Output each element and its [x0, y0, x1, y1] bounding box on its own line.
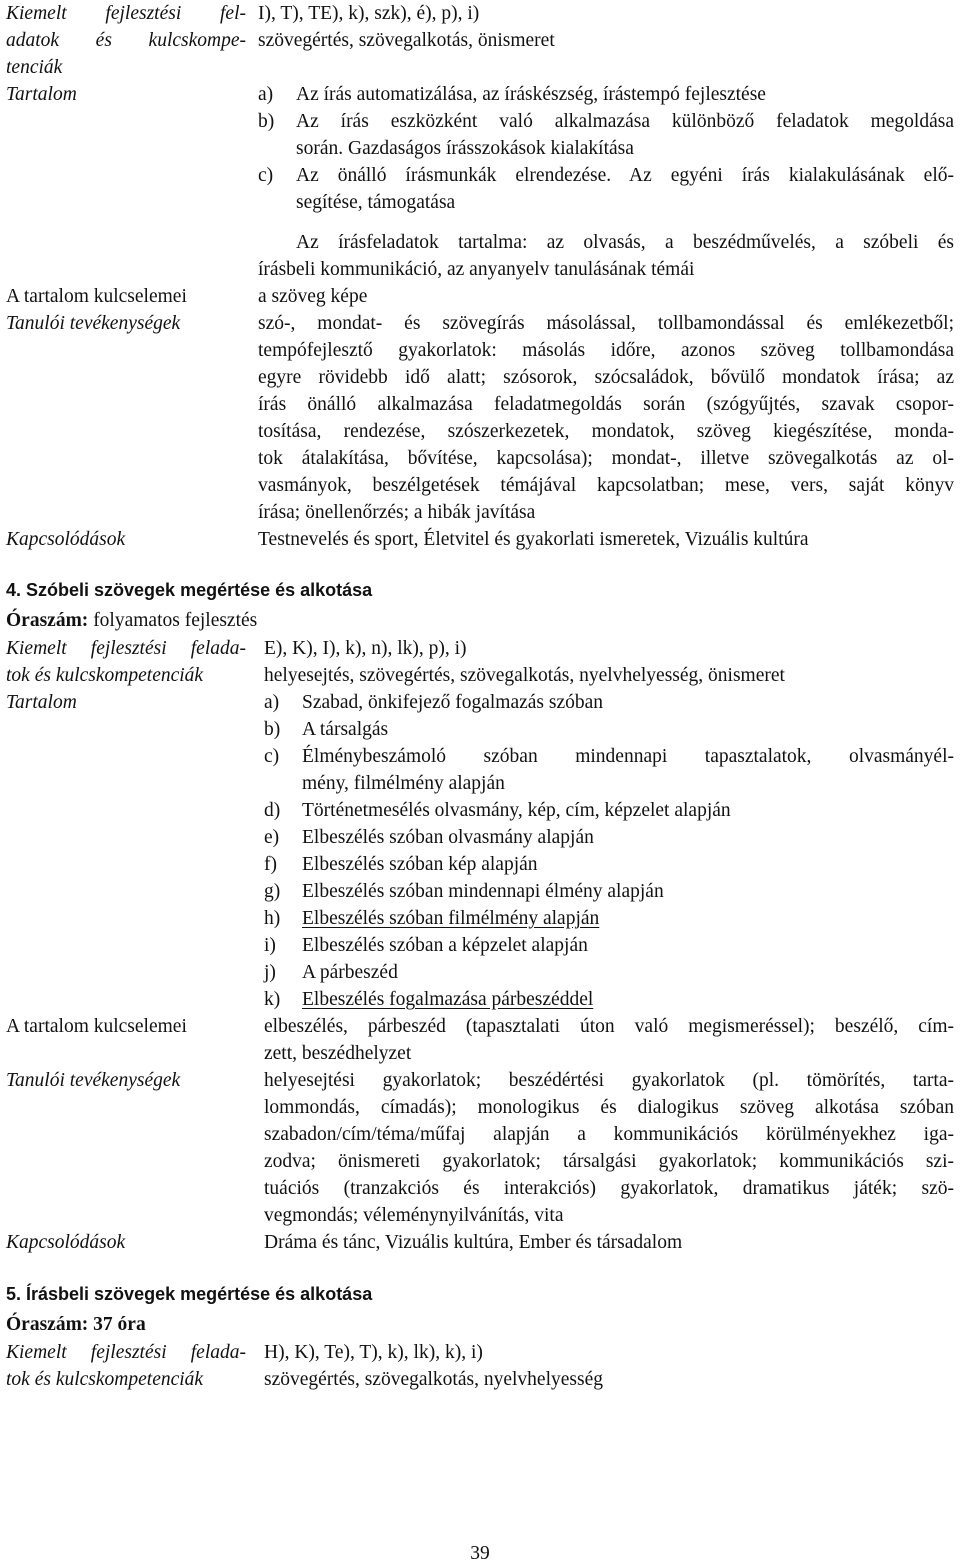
- list-text: Az írás eszközként való alkalmazása különböző feladatok megoldása: [296, 111, 954, 132]
- list-text: Történetmesélés olvasmány, kép, cím, képzelet alapján: [302, 800, 731, 821]
- label-line: Kiemelt fejlesztési felada-: [6, 1342, 246, 1363]
- kiemelt-content: [264, 1339, 954, 1393]
- kapcsolodasok-label: Kapcsolódások: [6, 1232, 126, 1253]
- list-letter: d): [264, 800, 281, 821]
- text-line: tempófejlesztő gyakorlatok: másolás időre, azonos szöveg tollbamondása: [258, 340, 954, 361]
- list-letter: e): [264, 827, 280, 848]
- list-letter: j): [264, 962, 276, 983]
- tartalom-content: [258, 81, 954, 216]
- competency-list: szövegértés, szövegalkotás, önismeret: [258, 30, 555, 51]
- list-letter: a): [264, 692, 280, 713]
- list-letter: a): [258, 84, 274, 105]
- list-letter: b): [258, 111, 275, 132]
- list-item: [264, 824, 954, 851]
- intro-paragraph: [258, 229, 954, 283]
- kulcselemei-label: A tartalom kulcselemei: [6, 1016, 187, 1037]
- kulcselemei-label: A tartalom kulcselemei: [6, 286, 187, 307]
- kiemelt-label: [6, 0, 246, 81]
- list-text: Az önálló írásmunkák elrendezése. Az egyéni írás kialakulásának elő-: [296, 165, 954, 186]
- list-letter: h): [264, 908, 281, 929]
- list-item: [264, 851, 954, 878]
- list-letter: g): [264, 881, 281, 902]
- text-line: írás önálló alkalmazása feladatmegoldás során (szógyűjtés, szavak csopor-: [258, 394, 954, 415]
- list-letter: f): [264, 854, 277, 875]
- tanuloi-content: [264, 1067, 954, 1229]
- text-line: vegmondás; véleménynyilvánítás, vita: [264, 1205, 564, 1226]
- list-item: [264, 959, 954, 986]
- tanuloi-label: Tanulói tevékenységek: [6, 1070, 181, 1091]
- kiemelt-content: [258, 0, 954, 54]
- kiemelt-row: [0, 0, 960, 81]
- text-line: szó-, mondat- és szövegírás másolással, tollbamondással és emlékezetből;: [258, 313, 954, 334]
- list-text: Az írás automatizálása, az íráskészség, írástempó fejlesztése: [296, 84, 766, 105]
- text-line: egyre rövidebb idő alatt; szósorok, szócsaládok, bővülő mondatok írása; az: [258, 367, 954, 388]
- section-5-title: 5. Írásbeli szövegek megértése és alkotása: [6, 1284, 373, 1304]
- section-5-oraszam: [6, 1311, 146, 1338]
- list-item: [264, 932, 954, 959]
- section-4-oraszam: [6, 607, 257, 634]
- list-text: során. Gazdaságos írásszokások kialakítása: [296, 138, 634, 159]
- list-item: [258, 81, 954, 108]
- list-text: Elbeszélés szóban a képzelet alapján: [302, 935, 588, 956]
- list-text: Élménybeszámoló szóban mindennapi tapasztalatok, olvasmányél-: [302, 746, 954, 767]
- list-text: A társalgás: [302, 719, 389, 740]
- text-line: szabadon/cím/téma/műfaj alapján a kommunikációs körülményekhez iga-: [264, 1124, 954, 1145]
- label-line: tenciák: [6, 57, 63, 78]
- kiemelt-label: [6, 1339, 246, 1393]
- text-line: tuációs (tranzakciós és interakciós) gyakorlatok, dramatikus játék; szö-: [264, 1178, 954, 1199]
- list-text: Szabad, önkifejező fogalmazás szóban: [302, 692, 604, 713]
- competency-codes: H), K), Te), T), k), lk), k), i): [264, 1342, 483, 1363]
- oraszam-label: Óraszám:: [6, 610, 89, 631]
- list-text: A párbeszéd: [302, 962, 398, 983]
- text-line: helyesejtési gyakorlatok; beszédértési gyakorlatok (pl. tömörítés, tarta-: [264, 1070, 954, 1091]
- list-text: Elbeszélés szóban olvasmány alapján: [302, 827, 594, 848]
- list-letter: c): [258, 165, 274, 186]
- list-item: [258, 162, 954, 216]
- label-line: tok és kulcskompetenciák: [6, 665, 204, 686]
- page-number: 39: [470, 1543, 490, 1564]
- section-3: [0, 0, 960, 550]
- list-item: [264, 878, 954, 905]
- label-line: tok és kulcskompetenciák: [6, 1369, 204, 1390]
- oraszam-value: folyamatos fejlesztés: [88, 610, 258, 631]
- text-line: írása; önellenőrzés; a hibák javítása: [258, 502, 536, 523]
- list-text: Elbeszélés szóban mindennapi élmény alapján: [302, 881, 664, 902]
- label-line: Kiemelt fejlesztési felada-: [6, 638, 246, 659]
- tartalom-content: [264, 689, 954, 1013]
- list-letter: k): [264, 989, 281, 1010]
- list-text: segítése, támogatása: [296, 192, 456, 213]
- kulcselemei-content: [264, 1013, 954, 1067]
- competency-list: szövegértés, szövegalkotás, nyelvhelyesség: [264, 1369, 603, 1390]
- text-line: lommondás, címadás); monologikus és dialogikus szöveg alkotása szóban: [264, 1097, 954, 1118]
- text-line: tok átalakítása, bővítése, kapcsolása); mondat-, illetve szövegalkotás az ol-: [258, 448, 954, 469]
- kapcsolodasok-content: Testnevelés és sport, Életvitel és gyakorlati ismeretek, Vizuális kultúra: [258, 529, 809, 550]
- competency-list: helyesejtés, szövegértés, szövegalkotás, nyelvhelyesség, önismeret: [264, 665, 785, 686]
- list-letter: i): [264, 935, 276, 956]
- tanuloi-label: Tanulói tevékenységek: [6, 313, 181, 334]
- text-line: zodva; önismereti gyakorlatok; társalgási gyakorlatok; kommunikációs szi-: [264, 1151, 954, 1172]
- list-item: [264, 743, 954, 797]
- intro-line: írásbeli kommunikáció, az anyanyelv tanulásának témái: [258, 259, 695, 280]
- list-text: Elbeszélés fogalmazása párbeszéddel: [302, 989, 594, 1010]
- list-item: [264, 905, 954, 932]
- list-letter: c): [264, 746, 280, 767]
- list-item: [264, 689, 954, 716]
- list-item: [264, 716, 954, 743]
- kiemelt-label: [6, 635, 246, 689]
- text-line: elbeszélés, párbeszéd (tapasztalati úton való megismeréssel); beszélő, cím-: [264, 1016, 954, 1037]
- text-line: vasmányok, beszélgetések témájával kapcsolatban; mese, vers, saját könyv: [258, 475, 954, 496]
- oraszam-label: Óraszám: 37 óra: [6, 1314, 146, 1335]
- tartalom-label: Tartalom: [6, 692, 77, 713]
- tartalom-label: Tartalom: [6, 84, 77, 105]
- kapcsolodasok-label: Kapcsolódások: [6, 529, 126, 550]
- competency-codes: E), K), I), k), n), lk), p), i): [264, 638, 467, 659]
- text-line: tosítása, rendezése, szószerkezetek, mondatok, szöveg kiegészítése, monda-: [258, 421, 954, 442]
- intro-line: Az írásfeladatok tartalma: az olvasás, a beszédművelés, a szóbeli és: [296, 232, 954, 253]
- label-line: Kiemelt fejlesztési fel-: [6, 3, 246, 24]
- kulcselemei-content: a szöveg képe: [258, 286, 368, 307]
- list-text: mény, filmélmény alapján: [302, 773, 505, 794]
- list-item: [258, 108, 954, 162]
- list-item: [264, 986, 954, 1013]
- kiemelt-content: [264, 635, 954, 689]
- tanuloi-content: [258, 310, 954, 526]
- section-4-title: 4. Szóbeli szövegek megértése és alkotása: [6, 580, 373, 600]
- list-text: Elbeszélés szóban kép alapján: [302, 854, 538, 875]
- list-text: Elbeszélés szóban filmélmény alapján: [302, 908, 600, 929]
- text-line: zett, beszédhelyzet: [264, 1043, 412, 1064]
- list-letter: b): [264, 719, 281, 740]
- label-line: adatok és kulcskompe-: [6, 30, 246, 51]
- competency-codes: I), T), TE), k), szk), é), p), i): [258, 3, 480, 24]
- list-item: [264, 797, 954, 824]
- kapcsolodasok-content: Dráma és tánc, Vizuális kultúra, Ember és társadalom: [264, 1232, 683, 1253]
